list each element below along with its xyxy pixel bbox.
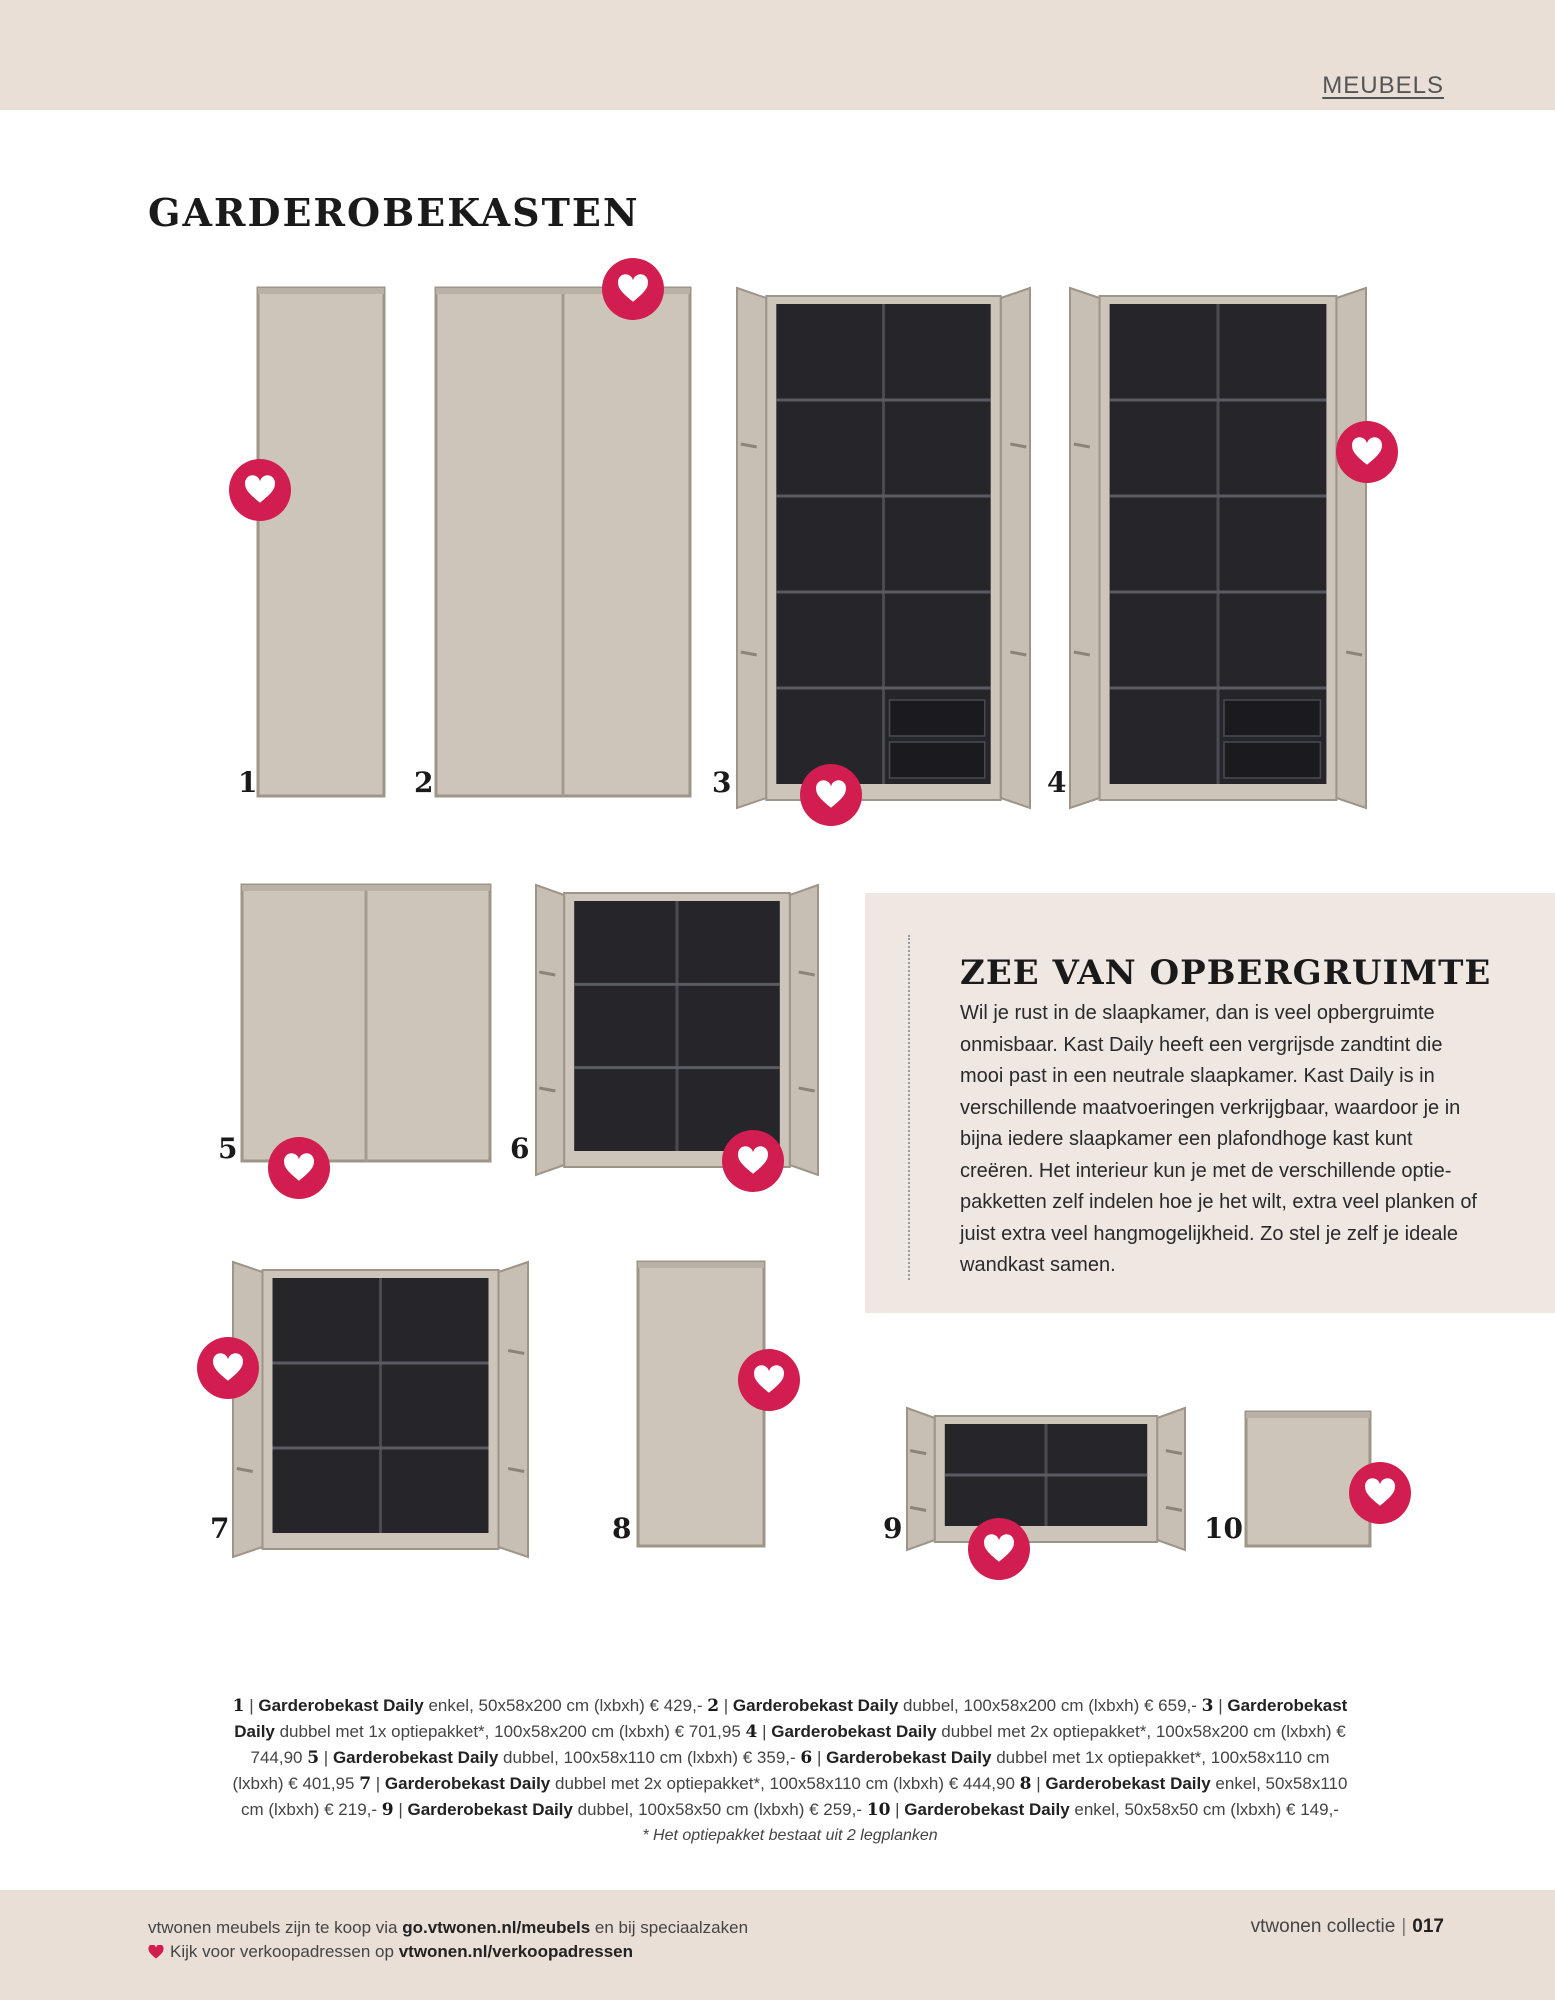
spec-details: dubbel met 1x optiepakket*, 100x58x200 cm (lxbxh) € 701,95 <box>274 1722 746 1741</box>
spec-number: 7 <box>359 1774 372 1794</box>
section-link-meubels[interactable]: MEUBELS <box>1322 72 1444 99</box>
product-number-6: 6 <box>510 1132 530 1165</box>
spec-product-name: Garderobekast Daily <box>1045 1774 1211 1793</box>
footer-addresses-link[interactable]: vtwonen.nl/verkoopadressen <box>398 1942 633 1961</box>
spec-details: dubbel, 100x58x110 cm (lxbxh) € 359,- <box>498 1748 801 1767</box>
favorite-heart-icon[interactable] <box>197 1337 259 1399</box>
specs-note: * Het optiepakket bestaat uit 2 legplanken <box>642 1827 938 1844</box>
favorite-heart-icon[interactable] <box>602 258 664 320</box>
favorite-heart-icon[interactable] <box>1336 421 1398 483</box>
spec-product-name: Garderobekast Daily <box>771 1722 937 1741</box>
footer-shop-prefix: vtwonen meubels zijn te koop via <box>148 1918 398 1937</box>
favorite-heart-icon[interactable] <box>968 1518 1030 1580</box>
spec-number: 5 <box>307 1748 320 1768</box>
spec-product-name: Garderobekast Daily <box>332 1748 499 1767</box>
footer-brand: vtwonen collectie <box>1250 1916 1396 1937</box>
spec-product-name: Garderobekast Daily <box>826 1748 992 1767</box>
favorite-heart-icon[interactable] <box>738 1349 800 1411</box>
spec-product-name: Garderobekast Daily <box>407 1800 573 1819</box>
spec-number: 3 <box>1201 1696 1214 1716</box>
product-number-7: 7 <box>210 1512 230 1545</box>
spec-number: 1 <box>232 1696 245 1716</box>
product-number-10: 10 <box>1204 1512 1243 1545</box>
product-image-3 <box>737 288 1030 808</box>
spec-details: dubbel met 1x optiepakket*, 100x58x110 cm (lxbxh) € 401,95 <box>232 1748 1330 1793</box>
footer-shop-suffix: en bij speciaalzaken <box>594 1918 749 1937</box>
spec-product-name: Garderobekast Daily <box>258 1696 424 1715</box>
footer-shop-link[interactable]: go.vtwonen.nl/meubels <box>402 1918 591 1937</box>
heart-icon <box>148 1945 164 1959</box>
info-title: ZEE VAN OPBERGRUIMTE <box>960 953 1492 993</box>
spec-details: enkel, 50x58x50 cm (lxbxh) € 149,- <box>1069 1800 1339 1819</box>
product-specs: 1 | Garderobekast Daily enkel, 50x58x200 cm (lxbxh) € 429,- 2 | Garderobekast Daily dubbel, 100x58x200 cm (lxbxh) € 659,- 3 | Garderobekast Daily dubbel met 1x optiepakket*, 100x58x200 cm (lxbxh) € 701,95 4 | Garderobekast Daily dubbel met 2x optiepakket*, 100x58x200 cm (lxbxh) € 744,90 5 | Garderobekast Daily dubbel, 100x58x110 cm (lxbxh) € 359,- 6 | Garderobekast Daily dubbel met 1x optiepakket*, 100x58x110 cm (lxbxh) € 401,95 7 | Garderobekast Daily dubbel met 2x optiepakket*, 100x58x110 cm (lxbxh) € 444,90 8 | Garderobekast Daily enkel, 50x58x110 cm (lxbxh) € 219,- 9 | Garderobekast Daily dubbel, 100x58x50 cm (lxbxh) € 259,- 10 | Garderobekast Daily enkel, 50x58x50 cm (lxbxh) € 149,- * Het optiepakket bestaat uit 2 legplanken <box>230 1693 1350 1848</box>
favorite-heart-icon[interactable] <box>800 764 862 826</box>
favorite-heart-icon[interactable] <box>722 1130 784 1192</box>
page-title: GARDEROBEKASTEN <box>148 190 640 235</box>
spec-number: 2 <box>707 1696 720 1716</box>
spec-details: dubbel met 2x optiepakket*, 100x58x200 cm (lxbxh) € 744,90 <box>250 1722 1346 1767</box>
product-image-2 <box>436 288 690 796</box>
product-number-1: 1 <box>238 766 258 799</box>
info-box <box>865 893 1555 1313</box>
spec-number: 10 <box>866 1800 891 1820</box>
footer-line-addresses <box>148 1942 633 1962</box>
info-text: Wil je rust in de slaapkamer, dan is veel opbergruimte onmisbaar. Kast Daily heeft een vergrijsde zandtint die mooi past in een neutrale slaapkamer. Kast Daily is in verschillende maatvoeringen verkrijgbaar, waardoor je in bijna iedere slaapkamer een plafondhoge kast kunt creëren. Het interieur kun je met de verschillende optie-pakketten zelf indelen hoe je het wilt, extra veel planken of juist extra veel hangmogelijkheid. Zo stel je zelf je ideale wandkast samen. <box>960 1002 1477 1276</box>
spec-product-name: Garderobekast Daily <box>234 1696 1348 1741</box>
footer-line-shop <box>148 1918 748 1938</box>
spec-number: 9 <box>381 1800 394 1820</box>
spec-details: dubbel met 2x optiepakket*, 100x58x110 cm (lxbxh) € 444,90 <box>550 1774 1020 1793</box>
favorite-heart-icon[interactable] <box>229 459 291 521</box>
favorite-heart-icon[interactable] <box>268 1137 330 1199</box>
spec-details: dubbel, 100x58x200 cm (lxbxh) € 659,- <box>898 1696 1202 1715</box>
spec-details: enkel, 50x58x110 cm (lxbxh) € 219,- <box>241 1774 1348 1819</box>
product-number-4: 4 <box>1047 766 1067 799</box>
product-image-6 <box>536 885 818 1175</box>
product-image-7 <box>233 1262 528 1557</box>
product-number-2: 2 <box>414 766 434 799</box>
spec-product-name: Garderobekast Daily <box>384 1774 551 1793</box>
spec-details: enkel, 50x58x200 cm (lxbxh) € 429,- <box>423 1696 708 1715</box>
product-number-9: 9 <box>883 1512 903 1545</box>
spec-number: 4 <box>745 1722 758 1742</box>
spec-product-name: Garderobekast Daily <box>732 1696 899 1715</box>
product-image-1 <box>258 288 384 796</box>
favorite-heart-icon[interactable] <box>1349 1462 1411 1524</box>
spec-details: dubbel, 100x58x50 cm (lxbxh) € 259,- <box>572 1800 867 1819</box>
spec-number: 6 <box>800 1748 813 1768</box>
product-image-5 <box>242 885 490 1161</box>
product-number-5: 5 <box>218 1132 238 1165</box>
footer-page-info: vtwonen collectie | 017 <box>1250 1916 1444 1937</box>
product-number-8: 8 <box>612 1512 632 1545</box>
product-number-3: 3 <box>712 766 732 799</box>
product-image-4 <box>1070 288 1366 808</box>
dotted-divider <box>908 935 910 1280</box>
spec-number: 8 <box>1019 1774 1032 1794</box>
product-image-9 <box>907 1408 1185 1550</box>
footer-addresses-prefix: Kijk voor verkoopadressen op <box>170 1942 394 1961</box>
spec-product-name: Garderobekast Daily <box>904 1800 1070 1819</box>
product-image-8 <box>638 1262 764 1546</box>
page-number: 017 <box>1412 1916 1444 1937</box>
